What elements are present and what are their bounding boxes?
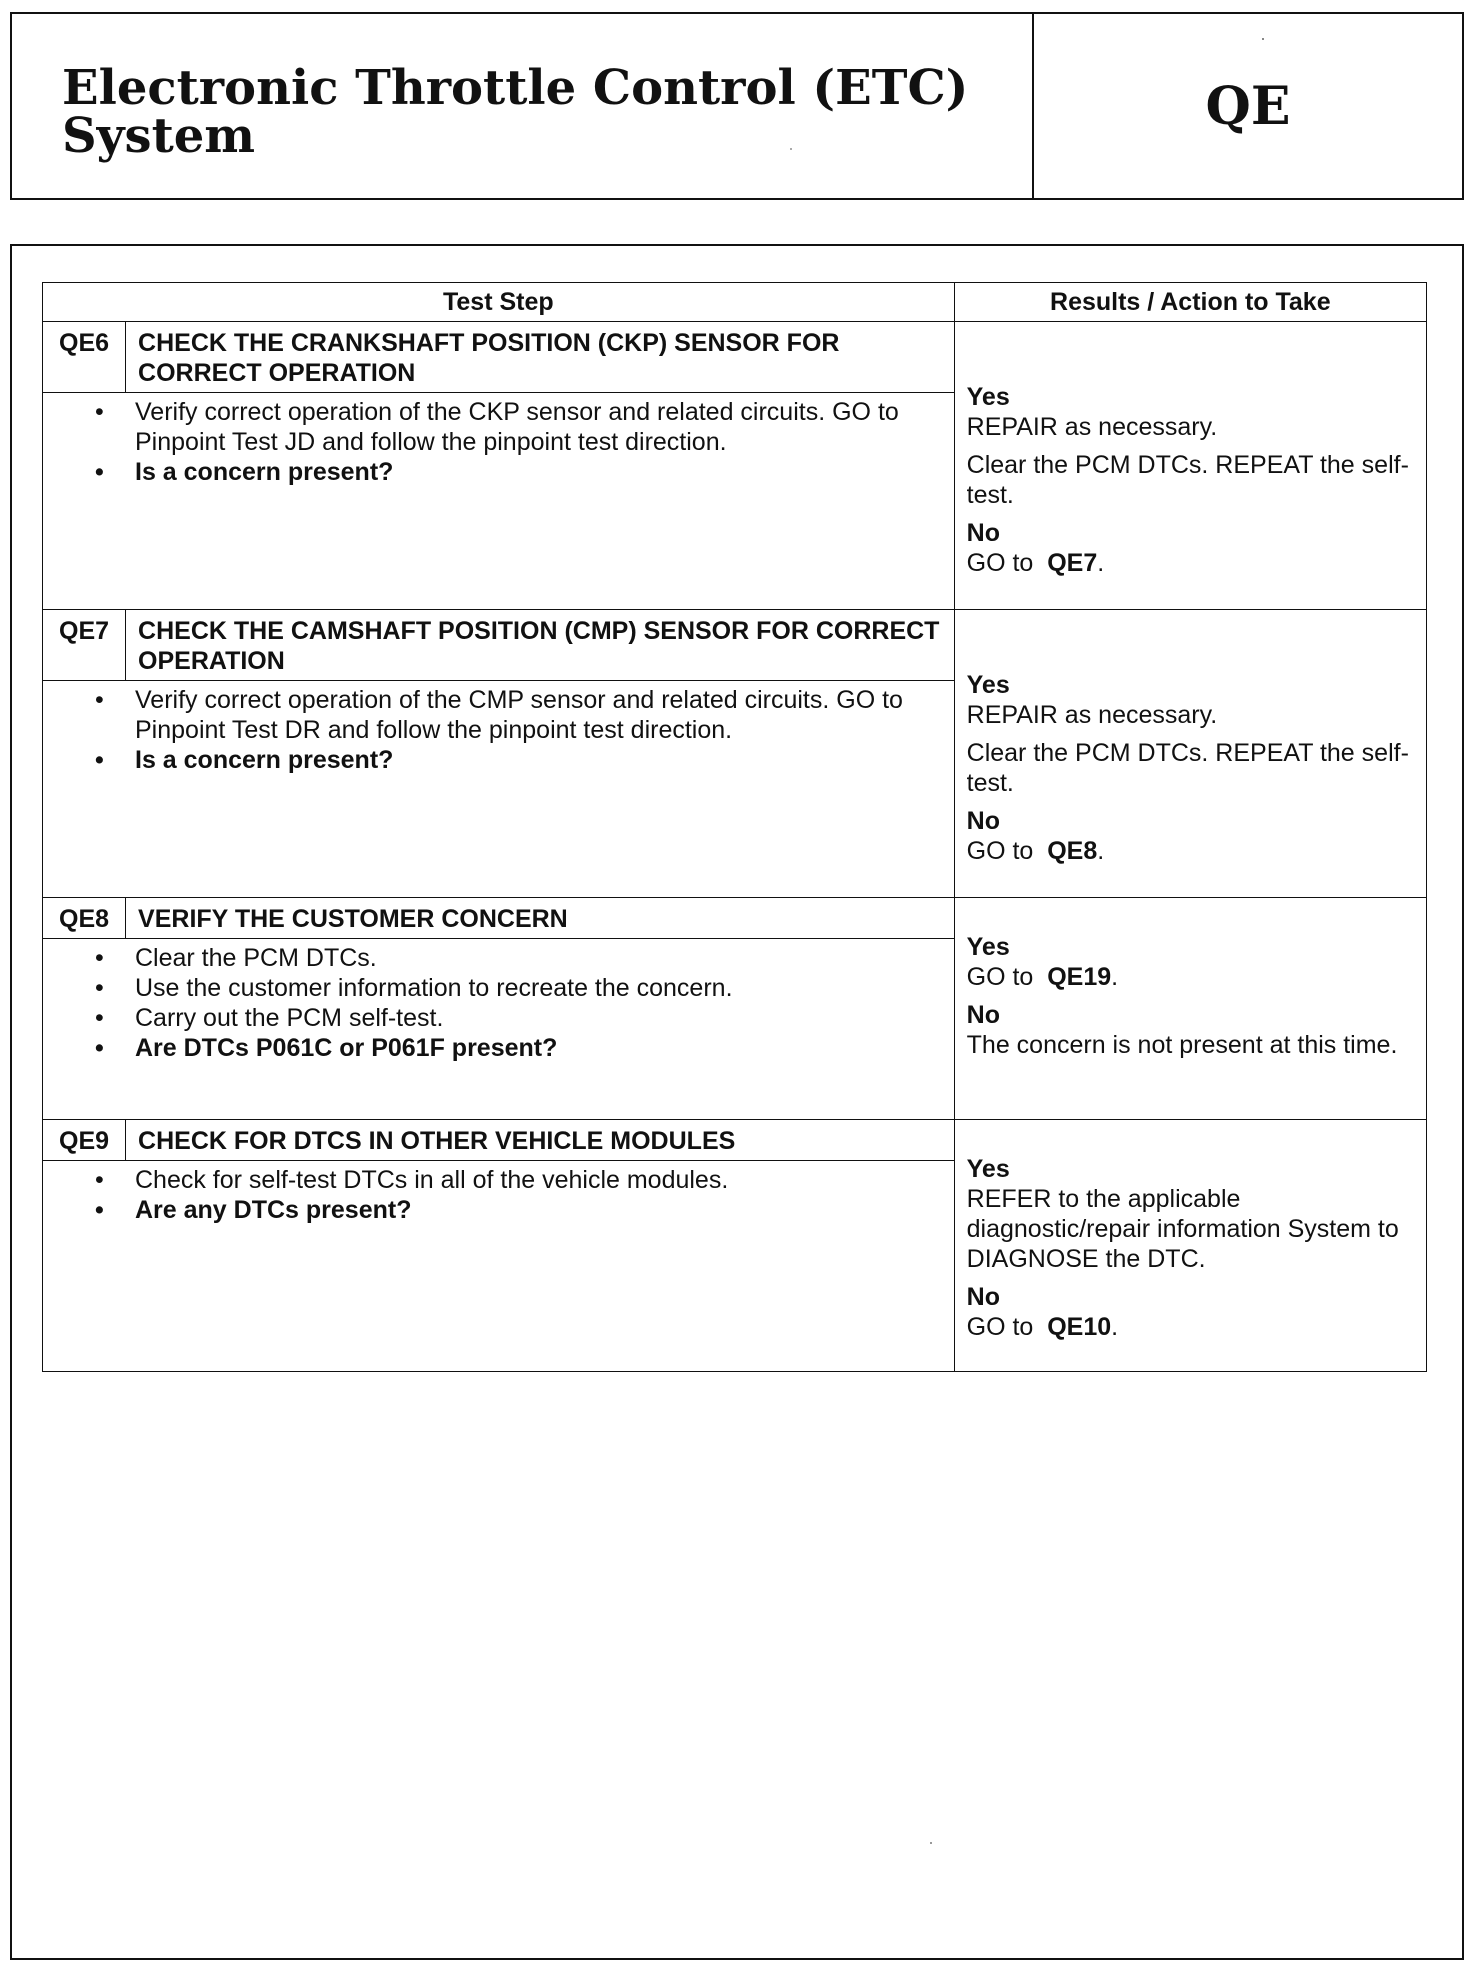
- no-label: No: [966, 1283, 1000, 1311]
- list-item: • Use the customer information to recreate the concern.: [93, 973, 944, 1003]
- goto-target: QE7: [1047, 549, 1098, 577]
- list-item: • Verify correct operation of the CKP sensor and related circuits. GO to Pinpoint Test JD and follow the pinpoint test direction.: [93, 397, 944, 457]
- yes-action: REFER to the applicable diagnostic/repair information System to DIAGNOSE the DTC.: [966, 1185, 1399, 1273]
- yes-action: REPAIR as necessary.: [966, 413, 1218, 441]
- step-result: [954, 898, 1426, 1120]
- scan-speck: [930, 1842, 932, 1844]
- page-title: [62, 60, 969, 164]
- document-header: [10, 12, 1464, 200]
- step-title-row: [43, 610, 1427, 681]
- goto-target: QE19: [1047, 963, 1112, 991]
- title-line-2: System: [62, 108, 256, 164]
- yes-label: Yes: [966, 1155, 1010, 1183]
- title-line-1: Electronic Throttle Control (ETC): [62, 60, 969, 116]
- test-step-table: [42, 282, 1427, 1372]
- yes-action: REPAIR as necessary.: [966, 701, 1218, 729]
- table-header-row: [43, 283, 1427, 322]
- yes-action: GO to QE19.: [966, 963, 1119, 991]
- step-title: CHECK THE CAMSHAFT POSITION (CMP) SENSOR FOR CORRECT OPERATION: [126, 610, 955, 681]
- yes-label: Yes: [966, 671, 1010, 699]
- step-question: • Is a concern present?: [93, 457, 944, 487]
- list-item: • Carry out the PCM self-test.: [93, 1003, 944, 1033]
- step-body: [43, 681, 955, 898]
- no-action: The concern is not present at this time.: [966, 1031, 1398, 1059]
- no-action: GO to QE7.: [966, 549, 1105, 577]
- header-test-step: Test Step: [43, 283, 955, 322]
- no-label: No: [966, 1001, 1000, 1029]
- step-id: QE7: [43, 610, 126, 681]
- step-body: [43, 393, 955, 610]
- step-question: • Are DTCs P061C or P061F present?: [93, 1033, 944, 1063]
- list-item: • Clear the PCM DTCs.: [93, 943, 944, 973]
- step-result: [954, 1120, 1426, 1372]
- step-id: QE6: [43, 322, 126, 393]
- section-code: QE: [1205, 75, 1291, 137]
- step-title-row: [43, 898, 1427, 939]
- no-label: No: [966, 807, 1000, 835]
- step-body: [43, 939, 955, 1120]
- step-title: CHECK THE CRANKSHAFT POSITION (CKP) SENSOR FOR CORRECT OPERATION: [126, 322, 955, 393]
- yes-label: Yes: [966, 383, 1010, 411]
- step-id: QE9: [43, 1120, 126, 1161]
- step-id: QE8: [43, 898, 126, 939]
- step-title-row: [43, 1120, 1427, 1161]
- step-question: • Are any DTCs present?: [93, 1195, 944, 1225]
- list-item: • Check for self-test DTCs in all of the vehicle modules.: [93, 1165, 944, 1195]
- goto-target: QE10: [1047, 1313, 1112, 1341]
- yes-action: Clear the PCM DTCs. REPEAT the self-test.: [966, 739, 1409, 797]
- step-title: VERIFY THE CUSTOMER CONCERN: [126, 898, 955, 939]
- no-label: No: [966, 519, 1000, 547]
- no-action: GO to QE8.: [966, 837, 1105, 865]
- step-body: [43, 1161, 955, 1372]
- header-results: Results / Action to Take: [954, 283, 1426, 322]
- step-question: • Is a concern present?: [93, 745, 944, 775]
- step-title-row: [43, 322, 1427, 393]
- step-result: [954, 610, 1426, 898]
- step-title: CHECK FOR DTCS IN OTHER VEHICLE MODULES: [126, 1120, 955, 1161]
- step-result: [954, 322, 1426, 610]
- yes-action: Clear the PCM DTCs. REPEAT the self-test.: [966, 451, 1409, 509]
- no-action: GO to QE10.: [966, 1313, 1119, 1341]
- yes-label: Yes: [966, 933, 1010, 961]
- list-item: • Verify correct operation of the CMP sensor and related circuits. GO to Pinpoint Test DR and follow the pinpoint test direction.: [93, 685, 944, 745]
- scan-speck: [790, 148, 792, 150]
- scan-speck: [1262, 38, 1264, 40]
- goto-target: QE8: [1047, 837, 1098, 865]
